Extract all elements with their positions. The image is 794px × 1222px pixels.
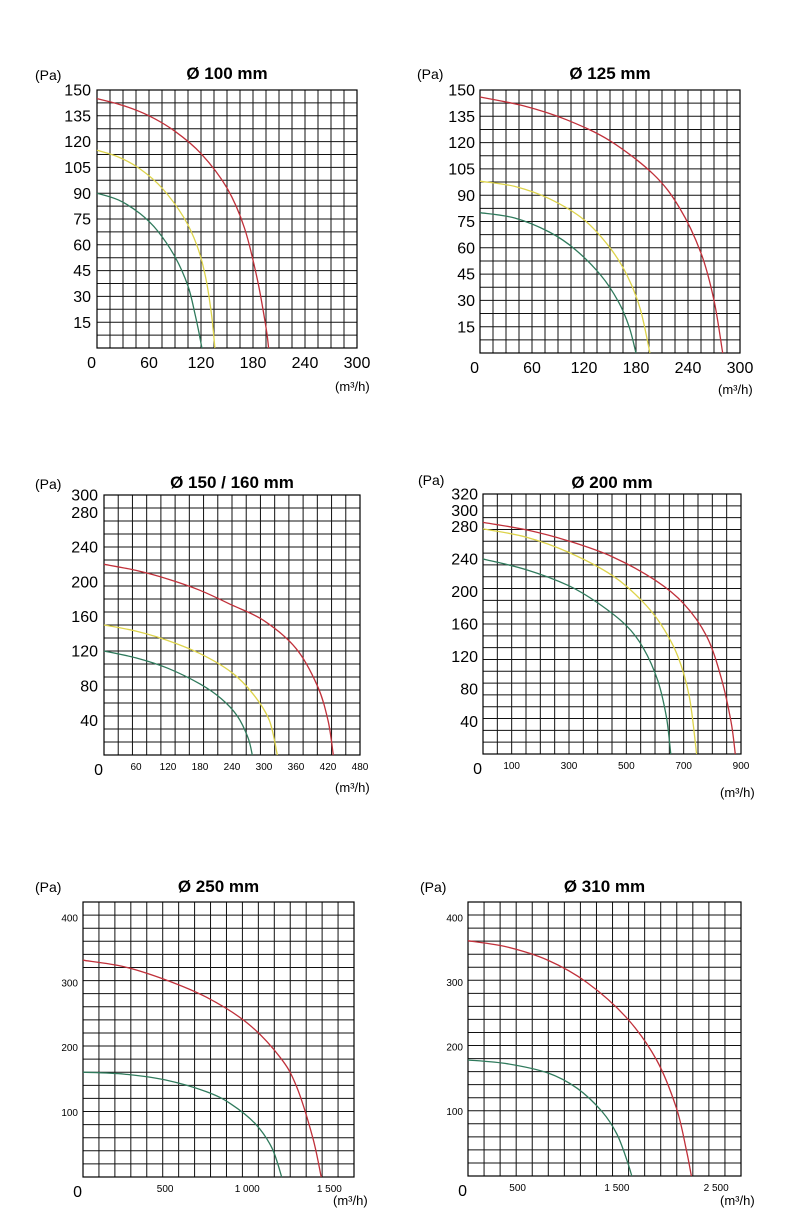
x-tick-label: 1 500 xyxy=(316,1184,342,1195)
y-axis-unit: (Pa) xyxy=(417,66,444,82)
x-tick-label: 60 xyxy=(140,355,158,372)
x-tick-label: 120 xyxy=(187,355,215,372)
series-curve-red xyxy=(104,564,333,755)
x-tick-label: 0 xyxy=(458,1183,467,1200)
chart-4 xyxy=(418,472,755,800)
y-tick-label: 90 xyxy=(73,185,91,203)
chart-title: Ø 150 / 160 mm xyxy=(170,473,294,492)
x-tick-label: 0 xyxy=(473,761,482,778)
y-tick-label: 30 xyxy=(457,293,475,310)
y-tick-label: 105 xyxy=(64,160,91,177)
y-tick-label: 300 xyxy=(71,487,98,505)
y-tick-label: 135 xyxy=(64,108,91,126)
x-tick-label: 300 xyxy=(726,360,754,377)
x-axis-unit: (m³/h) xyxy=(718,382,753,397)
y-tick-label: 15 xyxy=(73,314,91,332)
x-tick-label: 100 xyxy=(503,761,521,772)
chart-grid xyxy=(104,495,360,755)
y-tick-label: 240 xyxy=(451,551,478,569)
y-tick-label: 120 xyxy=(448,135,475,153)
chart-grid xyxy=(83,902,354,1177)
x-tick-label: 480 xyxy=(351,762,369,773)
x-tick-label: 500 xyxy=(156,1184,174,1195)
chart-title: Ø 310 mm xyxy=(563,877,646,896)
x-tick-label: 1 500 xyxy=(604,1183,630,1194)
y-tick-label: 150 xyxy=(448,82,475,100)
x-tick-label: 0 xyxy=(470,360,479,377)
x-tick-label: 500 xyxy=(617,761,635,772)
chart-grid xyxy=(97,90,357,348)
y-tick-label: 40 xyxy=(460,714,478,732)
chart-title: Ø 125 mm xyxy=(569,64,651,83)
series-curve-red xyxy=(480,97,723,353)
y-tick-label: 60 xyxy=(457,240,475,258)
series-curve-yellow xyxy=(483,529,697,754)
y-tick-label: 280 xyxy=(71,504,98,522)
x-tick-label: 180 xyxy=(622,360,650,377)
chart-grid xyxy=(480,90,740,353)
x-tick-label: 180 xyxy=(191,762,209,773)
x-axis-unit: (m³/h) xyxy=(335,379,370,394)
y-tick-label: 200 xyxy=(71,574,98,592)
y-axis-unit: (Pa) xyxy=(420,879,447,895)
chart-title: Ø 100 mm xyxy=(186,64,268,83)
x-tick-label: 60 xyxy=(130,762,142,773)
y-tick-label: 60 xyxy=(73,237,91,255)
chart-grid xyxy=(483,494,741,754)
x-tick-label: 300 xyxy=(255,762,273,773)
series-curve-red xyxy=(483,522,735,754)
x-axis-unit: (m³/h) xyxy=(333,1193,368,1208)
y-tick-label: 105 xyxy=(448,161,475,179)
y-tick-label: 150 xyxy=(64,82,91,100)
x-tick-label: 900 xyxy=(732,761,750,772)
x-tick-label: 240 xyxy=(291,355,319,372)
series-curve-green xyxy=(468,1060,632,1176)
x-tick-label: 420 xyxy=(319,762,337,773)
chart-2 xyxy=(417,64,753,397)
y-axis-unit: (Pa) xyxy=(35,67,62,83)
y-tick-label: 75 xyxy=(457,214,475,232)
y-tick-label: 120 xyxy=(71,643,98,661)
x-tick-label: 2 500 xyxy=(703,1183,729,1194)
chart-1 xyxy=(35,64,370,394)
x-tick-label: 500 xyxy=(509,1183,526,1194)
chart-5 xyxy=(35,877,368,1208)
y-tick-label: 300 xyxy=(451,502,478,520)
y-tick-label: 80 xyxy=(460,681,478,699)
plot-frame xyxy=(83,902,354,1177)
y-tick-label: 400 xyxy=(61,913,78,925)
y-tick-label: 135 xyxy=(448,108,475,126)
x-axis-unit: (m³/h) xyxy=(335,780,370,795)
x-tick-label: 0 xyxy=(73,1184,82,1201)
y-axis-unit: (Pa) xyxy=(35,879,62,895)
x-tick-label: 240 xyxy=(674,360,702,377)
y-tick-label: 300 xyxy=(446,978,463,990)
x-axis-unit: (m³/h) xyxy=(720,785,755,800)
y-tick-label: 100 xyxy=(446,1107,463,1119)
y-tick-label: 240 xyxy=(71,539,98,557)
series-curve-yellow xyxy=(480,181,650,353)
y-tick-label: 45 xyxy=(457,266,475,284)
y-tick-label: 30 xyxy=(73,289,91,306)
y-tick-label: 120 xyxy=(64,134,91,152)
y-tick-label: 75 xyxy=(73,211,91,229)
chart-title: Ø 200 mm xyxy=(571,473,653,492)
x-tick-label: 300 xyxy=(343,355,371,372)
x-tick-label: 300 xyxy=(560,761,578,772)
y-tick-label: 100 xyxy=(61,1107,78,1119)
y-tick-label: 200 xyxy=(451,584,478,602)
x-tick-label: 120 xyxy=(159,762,177,773)
x-tick-label: 60 xyxy=(523,360,541,377)
x-tick-label: 120 xyxy=(570,360,598,377)
y-tick-label: 45 xyxy=(73,263,91,281)
y-tick-label: 200 xyxy=(61,1043,78,1055)
y-tick-label: 280 xyxy=(451,519,478,537)
chart-3 xyxy=(35,473,370,795)
y-axis-unit: (Pa) xyxy=(418,472,445,488)
y-tick-label: 40 xyxy=(80,712,98,730)
x-tick-label: 700 xyxy=(675,761,693,772)
x-tick-label: 360 xyxy=(287,762,305,773)
plot-frame xyxy=(468,902,741,1176)
y-tick-label: 400 xyxy=(446,913,463,925)
chart-grid xyxy=(468,902,741,1176)
x-tick-label: 0 xyxy=(94,762,103,779)
x-axis-unit: (m³/h) xyxy=(720,1193,755,1208)
chart-6 xyxy=(420,877,755,1208)
y-tick-label: 90 xyxy=(457,187,475,205)
y-tick-label: 160 xyxy=(71,608,98,626)
y-tick-label: 80 xyxy=(80,678,98,696)
x-tick-label: 180 xyxy=(239,355,267,372)
x-tick-label: 240 xyxy=(223,762,241,773)
y-tick-label: 200 xyxy=(446,1042,463,1054)
chart-title: Ø 250 mm xyxy=(177,877,260,896)
y-tick-label: 15 xyxy=(457,319,475,337)
x-tick-label: 0 xyxy=(87,355,96,372)
y-tick-label: 320 xyxy=(451,486,478,504)
y-tick-label: 120 xyxy=(451,649,478,667)
y-tick-label: 300 xyxy=(61,978,78,990)
y-axis-unit: (Pa) xyxy=(35,476,62,492)
y-tick-label: 160 xyxy=(451,616,478,634)
x-tick-label: 1 000 xyxy=(234,1184,260,1195)
series-curve-red xyxy=(83,960,321,1177)
